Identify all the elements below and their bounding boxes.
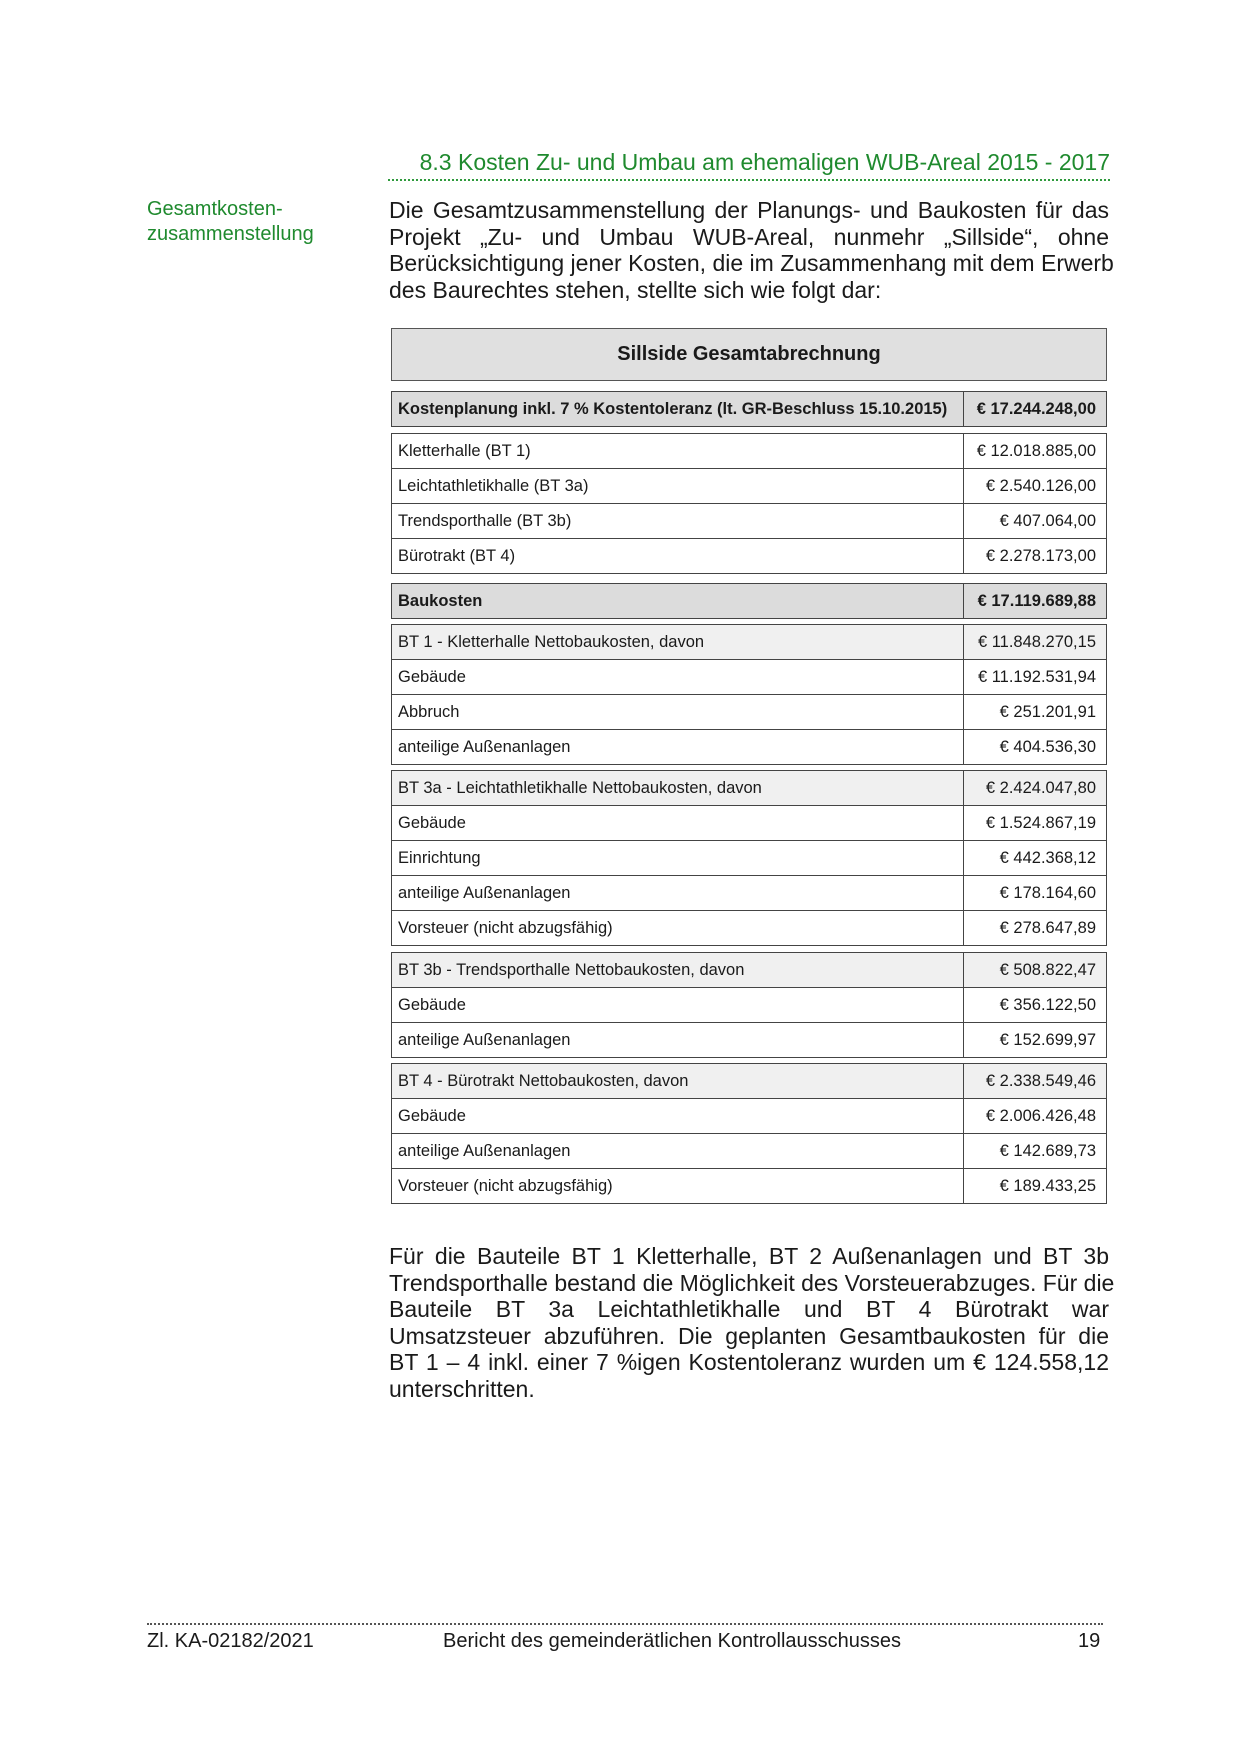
row-label: Gebäude (392, 988, 964, 1023)
row-value: € 1.524.867,19 (964, 806, 1107, 841)
conclusion-line: Trendsporthalle bestand die Möglichkeit des Vorsteuerabzuges. Für die (389, 1269, 1115, 1296)
margin-note-line-2: zusammenstellung (147, 223, 314, 245)
table-row (392, 876, 1107, 911)
bt4-table (391, 1063, 1107, 1204)
table-row (392, 1023, 1107, 1058)
table-row (392, 660, 1107, 695)
row-label: Vorsteuer (nicht abzugsfähig) (392, 911, 964, 946)
row-label: anteilige Außenanlagen (392, 1134, 964, 1169)
row-label: BT 1 - Kletterhalle Nettobaukosten, davon (392, 625, 964, 660)
table-row (392, 841, 1107, 876)
row-value: € 407.064,00 (964, 504, 1107, 539)
footer-report-title: Bericht des gemeinderätlichen Kontrollausschusses (443, 1630, 902, 1652)
bt1-table (391, 624, 1107, 765)
intro-paragraph (389, 197, 1114, 303)
row-label: Baukosten (392, 584, 964, 619)
conclusion-line: Bauteile BT 3a Leichtathletikhalle und BT 4 Bürotrakt war (389, 1296, 1109, 1322)
row-value: € 11.848.270,15 (964, 625, 1107, 660)
row-value: € 404.536,30 (964, 730, 1107, 765)
row-value: € 278.647,89 (964, 911, 1107, 946)
footer-divider (147, 1623, 1103, 1625)
bt3b-table (391, 952, 1107, 1058)
row-label: Einrichtung (392, 841, 964, 876)
bt3a-table (391, 770, 1107, 946)
row-label: Kletterhalle (BT 1) (392, 434, 964, 469)
table-row (392, 504, 1107, 539)
row-value: € 152.699,97 (964, 1023, 1107, 1058)
conclusion-line: BT 1 – 4 inkl. einer 7 %igen Kostentoleranz wurden um € 124.558,12 (389, 1349, 1109, 1375)
table-row (392, 1134, 1107, 1169)
table-row (392, 1169, 1107, 1204)
table-row (392, 695, 1107, 730)
row-label: Gebäude (392, 1099, 964, 1134)
row-label: BT 3a - Leichtathletikhalle Nettobaukosten, davon (392, 771, 964, 806)
margin-note (147, 197, 347, 247)
row-value: € 2.424.047,80 (964, 771, 1107, 806)
row-value: € 12.018.885,00 (964, 434, 1107, 469)
table-row (392, 771, 1107, 806)
table-row (392, 392, 1107, 427)
row-label: anteilige Außenanlagen (392, 876, 964, 911)
table-row (392, 806, 1107, 841)
row-value: € 442.368,12 (964, 841, 1107, 876)
conclusion-line: Umsatzsteuer abzuführen. Die geplanten Gesamtbaukosten für die (389, 1322, 1109, 1349)
table-row (392, 953, 1107, 988)
row-label: Gebäude (392, 806, 964, 841)
row-label: Abbruch (392, 695, 964, 730)
row-label: anteilige Außenanlagen (392, 1023, 964, 1058)
row-label: Vorsteuer (nicht abzugsfähig) (392, 1169, 964, 1204)
table-title: Sillside Gesamtabrechnung (391, 328, 1107, 381)
intro-line: Berücksichtigung jener Kosten, die im Zusammenhang mit dem Erwerb (389, 250, 1114, 276)
row-label: anteilige Außenanlagen (392, 730, 964, 765)
row-value: € 2.278.173,00 (964, 539, 1107, 574)
page-number: 19 (1078, 1630, 1101, 1652)
footer-reference: Zl. KA-02182/2021 (147, 1630, 314, 1652)
row-label: Trendsporthalle (BT 3b) (392, 504, 964, 539)
cost-plan-table (391, 391, 1107, 427)
cost-plan-breakdown-table (391, 433, 1107, 574)
row-value: € 2.540.126,00 (964, 469, 1107, 504)
row-label: BT 4 - Bürotrakt Nettobaukosten, davon (392, 1064, 964, 1099)
conclusion-line: Für die Bauteile BT 1 Kletterhalle, BT 2 Außenanlagen und BT 3b (389, 1243, 1109, 1269)
row-label: Gebäude (392, 660, 964, 695)
row-value: € 251.201,91 (964, 695, 1107, 730)
table-row (392, 1064, 1107, 1099)
intro-line: des Baurechtes stehen, stellte sich wie folgt dar: (389, 276, 882, 303)
row-value: € 2.338.549,46 (964, 1064, 1107, 1099)
row-value: € 189.433,25 (964, 1169, 1107, 1204)
row-label: Bürotrakt (BT 4) (392, 539, 964, 574)
table-row (392, 911, 1107, 946)
row-value: € 508.822,47 (964, 953, 1107, 988)
intro-line: Projekt „Zu- und Umbau WUB-Areal, nunmehr „Sillside“, ohne (389, 223, 1109, 250)
table-row (392, 625, 1107, 660)
row-value: € 17.244.248,00 (964, 392, 1107, 427)
section-divider (388, 179, 1110, 181)
table-row (392, 730, 1107, 765)
table-row (392, 434, 1107, 469)
row-value: € 2.006.426,48 (964, 1099, 1107, 1134)
conclusion-paragraph (389, 1243, 1115, 1402)
section-title: 8.3 Kosten Zu- und Umbau am ehemaligen WUB-Areal 2015 - 2017 (419, 149, 1110, 175)
row-label: Leichtathletikhalle (BT 3a) (392, 469, 964, 504)
row-value: € 17.119.689,88 (964, 584, 1107, 619)
intro-line: Die Gesamtzusammenstellung der Planungs- und Baukosten für das (389, 197, 1109, 223)
table-row (392, 988, 1107, 1023)
construction-costs-table (391, 583, 1107, 619)
row-value: € 142.689,73 (964, 1134, 1107, 1169)
row-value: € 356.122,50 (964, 988, 1107, 1023)
row-label: Kostenplanung inkl. 7 % Kostentoleranz (lt. GR-Beschluss 15.10.2015) (392, 392, 964, 427)
row-value: € 11.192.531,94 (964, 660, 1107, 695)
row-value: € 178.164,60 (964, 876, 1107, 911)
table-row (392, 584, 1107, 619)
table-row (392, 469, 1107, 504)
margin-note-line-1: Gesamtkosten- (147, 198, 283, 220)
conclusion-line: unterschritten. (389, 1375, 535, 1402)
table-row (392, 539, 1107, 574)
table-row (392, 1099, 1107, 1134)
row-label: BT 3b - Trendsporthalle Nettobaukosten, davon (392, 953, 964, 988)
